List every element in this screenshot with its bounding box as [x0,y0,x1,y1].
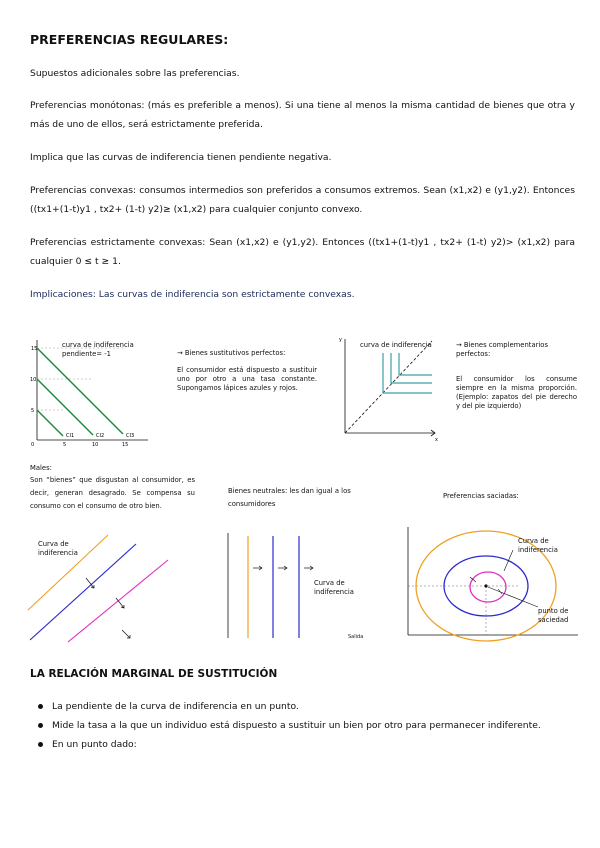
monotonas-text: Preferencias monótonas: (más es preferible a menos). Si una tiene al menos la misma cantidad de bienes que otra y más de uno de ellos, será estrictamente preferida. [30,100,575,130]
fig2-label: curva de indiferencia [360,341,432,349]
sustitutos-title: → Bienes sustitutivos perfectos: [177,349,286,357]
ci-corner-2 [391,353,432,383]
ytick-0: 0 [31,442,35,448]
fig1-label: curva de indiferencia [62,341,134,349]
neutrales-curve-label: Curva de indiferencia [314,579,354,596]
saciadas-point-label: punto de saciedad [538,607,569,624]
xtick-5: 5 [63,442,67,448]
ci1-label: CI1 [66,433,75,439]
list-item: La pendiente de la curva de indiferencia en un punto. [30,697,575,716]
sustitutos-text: El consumidor está dispuesto a sustituir uno por otro a una tasa constante. Supongamos lápices azules y rojos. [177,366,317,392]
neutrales-axis: Salida [348,634,364,640]
ytick-5: 5 [31,408,35,414]
list-item: Mide la tasa a la que un individuo está dispuesto a sustituir un bien por otro para permanecer indiferente. [30,716,575,735]
ytick-10: 10 [30,377,37,383]
estrictas-text: Preferencias estrictamente convexas: Sean (x1,x2) e (y1,y2). Entonces ((tx1+(1-t)y1 , tx2+ (1-t) y2)> (x1,x2) para cualquier 0 ≤ t ≥ 1. [30,237,575,267]
complementarios-text: El consumidor los consume siempre en la misma proporción. (Ejemplo: zapatos del pie derecho y del pie izquierdo) [456,375,577,410]
saciadas-curve-label: Curva de indiferencia [518,537,558,554]
fig2-x: x [435,437,438,443]
list-item: En un punto dado: [30,735,575,754]
diagonal-line [345,341,432,433]
males-text: Son “bienes” que disgustan al consumidor, es decir, generan desagrado. Se compensa su consumo con el consumo de otro bien. [30,476,195,510]
rms-title: LA RELACIÓN MARGINAL DE SUSTITUCIÓN [30,668,278,680]
ytick-15: 15 [31,346,38,352]
saciadas-title: Preferencias saciadas: [443,492,519,500]
implica-text: Implica que las curvas de indiferencia tienen pendiente negativa. [30,152,332,163]
page-title: PREFERENCIAS REGULARES: [30,32,229,47]
xtick-10: 10 [92,442,99,448]
implicaciones-text: Implicaciones: Las curvas de indiferencia son estrictamente convexas. [30,289,355,300]
saciedad-point [484,584,487,587]
ci2-label: CI2 [96,433,105,439]
ci-corner-3 [399,353,432,375]
ci-corner-1 [383,353,432,393]
neutrales-text: Bienes neutrales: les dan igual a los consumidores [228,487,351,508]
ci2-line [37,379,93,435]
ci3-label: CI3 [126,433,135,439]
xtick-15: 15 [122,442,129,448]
supuestos-text: Supuestos adicionales sobre las preferencias. [30,68,240,79]
convexas-text: Preferencias convexas: consumos intermedios son preferidos a consumos extremos. Sean (x1,x2) e (y1,y2). Entonces ((tx1+(1-t)y1 , tx2+ (1-t) y2)≥ (x1,x2) para cualquier conjunto convexo. [30,185,575,215]
complementarios-title: → Bienes complementarios perfectos: [456,341,549,358]
males-curve-label: Curva de indiferencia [38,540,78,557]
fig2-y: y [339,337,342,343]
males-title: Males: [30,464,52,472]
rms-bullet-list [30,697,575,754]
ci1-line [37,410,63,436]
fig1-slope: pendiente= -1 [62,350,111,358]
complements-chart [335,335,445,445]
